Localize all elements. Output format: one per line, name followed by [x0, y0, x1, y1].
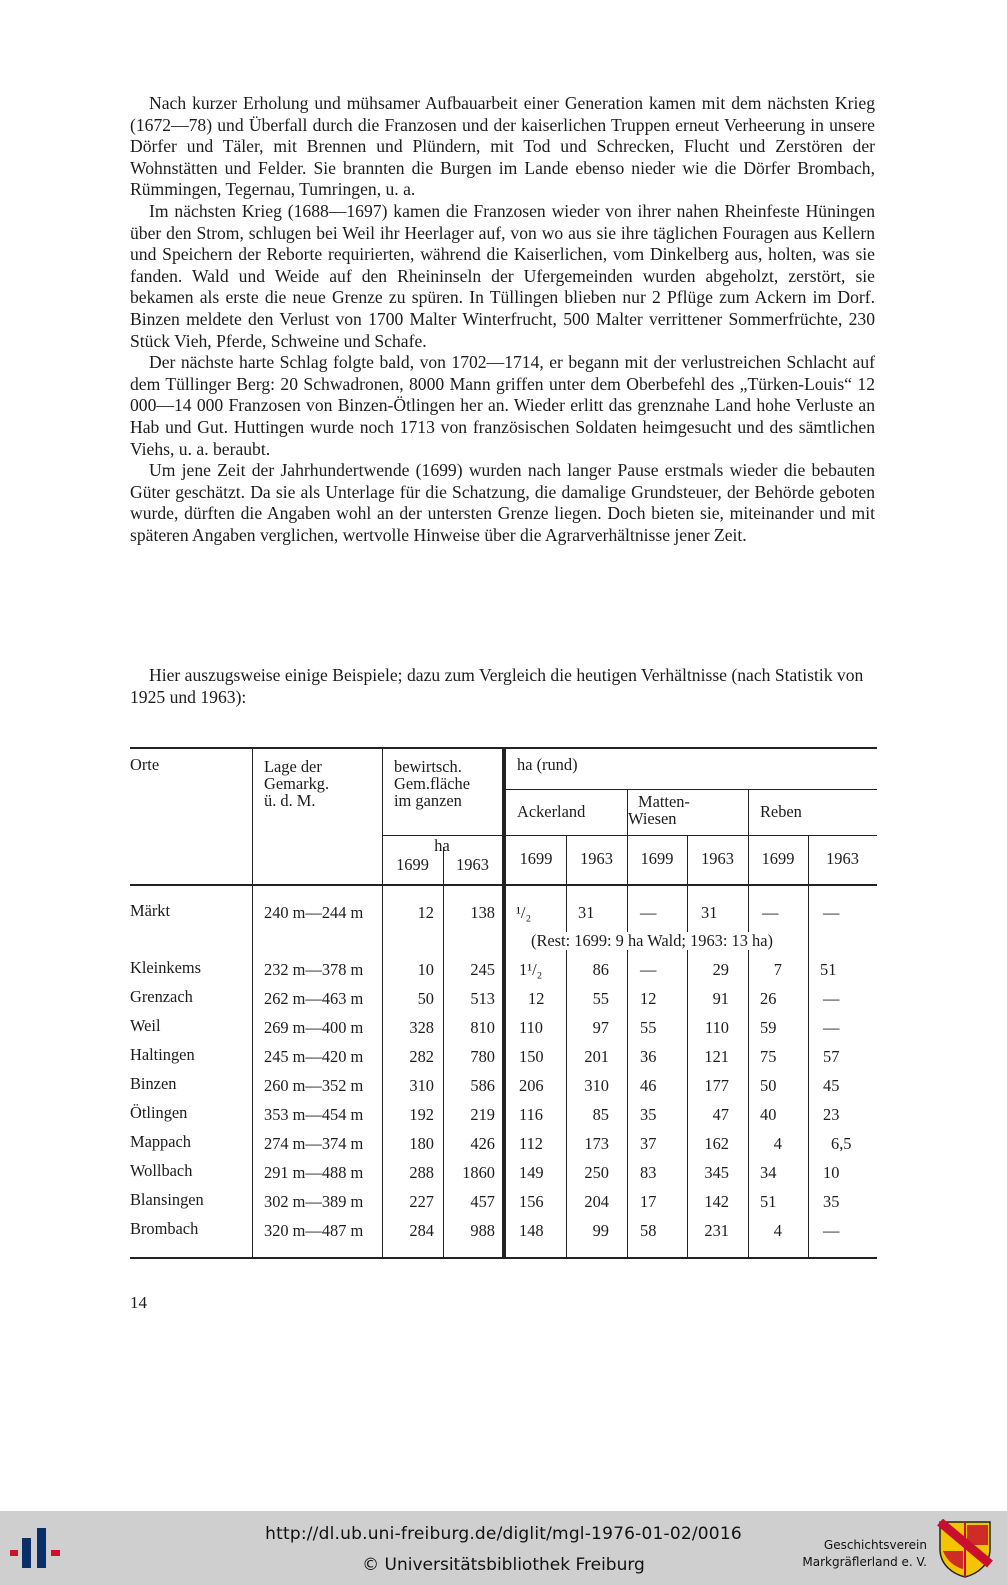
cell-flaeche-1699: 50	[417, 989, 434, 1008]
cell-flaeche-1699: 192	[409, 1105, 434, 1124]
cell-lage: 232 m—378 m	[264, 960, 364, 979]
header-matten-2: Wiesen	[628, 809, 677, 828]
paragraph-3: Der nächste harte Schlag folgte bald, von 1702—1714, er begann mit der verlustreichen Schlacht auf dem Tüllinger Berg: 20 Schwadronen, 8000 Mann griffen unter dem Oberbefehl des „Türken-Louis“ 12 000—14 000 Franzosen von Binzen-Ötlingen her an. Wieder erlitt das grenznahe Land hohe Verluste an Hab und Gut. Huttingen wurde noch 1713 von französischen Soldaten heimgesucht und des sämtlichen Viehs, u. a. beraubt.	[130, 352, 875, 459]
table-note: (Rest: 1699: 9 ha Wald; 1963: 13 ha)	[527, 932, 777, 950]
cell-flaeche-1699: 10	[417, 960, 434, 979]
coat-of-arms-icon	[937, 1519, 993, 1579]
cell-matten-1963: 31	[701, 903, 718, 922]
cell-flaeche-1963: 1860	[462, 1163, 495, 1182]
table-intro	[130, 665, 875, 708]
cell-matten-1963: 47	[712, 1105, 729, 1124]
cell-matten-1699: 58	[640, 1221, 657, 1240]
cell-matten-1963: 142	[704, 1192, 729, 1211]
header-ha-unit: ha	[434, 836, 450, 855]
cell-flaeche-1699: 310	[409, 1076, 434, 1095]
cell-flaeche-1699: 180	[409, 1134, 434, 1153]
cell-reben-1699: 4	[773, 1221, 782, 1240]
cell-reben-1963: 10	[823, 1163, 840, 1182]
cell-flaeche-1699: 227	[409, 1192, 434, 1211]
cell-reben-1699: 26	[760, 989, 777, 1008]
cell-matten-1963: 345	[704, 1163, 729, 1182]
cell-flaeche-1963: 513	[470, 989, 495, 1008]
cell-reben-1699: 7	[773, 960, 782, 979]
cell-ort: Märkt	[130, 901, 171, 920]
cell-ort: Haltingen	[130, 1045, 195, 1064]
cell-lage: 269 m—400 m	[264, 1018, 364, 1037]
rule-years	[382, 835, 877, 836]
cell-lage: 240 m—244 m	[264, 903, 364, 922]
cell-matten-1963: 231	[704, 1221, 729, 1240]
header-matten-1: Matten-	[638, 792, 690, 811]
cell-acker-1963: 99	[592, 1221, 609, 1240]
cell-matten-1699: 46	[640, 1076, 657, 1095]
cell-reben-1963: —	[823, 1018, 840, 1037]
cell-reben-1699: 75	[760, 1047, 777, 1066]
cell-lage: 353 m—454 m	[264, 1105, 364, 1124]
cell-ort: Binzen	[130, 1074, 177, 1093]
cell-reben-1963: 23	[823, 1105, 840, 1124]
cell-lage: 274 m—374 m	[264, 1134, 364, 1153]
cell-reben-1963: 57	[823, 1047, 840, 1066]
cell-matten-1699: —	[640, 960, 657, 979]
header-reben: Reben	[760, 802, 802, 821]
cell-flaeche-1963: 245	[470, 960, 495, 979]
cell-matten-1963: 91	[712, 989, 729, 1008]
cell-flaeche-1963: 988	[470, 1221, 495, 1240]
header-flaeche-1: bewirtsch.	[394, 757, 462, 776]
year-1963-acker: 1963	[580, 849, 613, 868]
cell-flaeche-1963: 810	[470, 1018, 495, 1037]
cell-lage: 262 m—463 m	[264, 989, 364, 1008]
cell-ort: Kleinkems	[130, 958, 202, 977]
cell-acker-1699: 149	[519, 1163, 544, 1182]
cell-reben-1699: 34	[760, 1163, 777, 1182]
cell-matten-1699: 36	[640, 1047, 657, 1066]
header-flaeche-2: Gem.fläche	[394, 774, 470, 793]
cell-matten-1699: 17	[640, 1192, 657, 1211]
cell-acker-1963: 97	[592, 1018, 609, 1037]
cell-acker-1699: 206	[519, 1076, 544, 1095]
cell-flaeche-1699: 12	[417, 903, 434, 922]
cell-reben-1699: 4	[773, 1134, 782, 1153]
year-1963-flaeche: 1963	[456, 855, 489, 874]
year-1699-acker: 1699	[519, 849, 553, 868]
cell-flaeche-1699: 282	[409, 1047, 434, 1066]
cell-reben-1963: 35	[823, 1192, 840, 1211]
cell-lage: 302 m—389 m	[264, 1192, 364, 1211]
cell-reben-1963: —	[823, 989, 840, 1008]
agrar-table	[130, 747, 877, 1270]
cell-acker-1699: 112	[519, 1134, 543, 1153]
paragraph-2: Im nächsten Krieg (1688—1697) kamen die Franzosen wieder von ihrer nahen Rheinfeste Hüningen über den Strom, schlugen bei Weil ihr Heerlager auf, von wo aus sie ihre täglichen Fouragen aus Kellern und Speichern der Reborte requirierten, während die Kaiserlichen, vom Dinkelberg aus, holten, was sie fanden. Wald und Weide auf den Rheininseln der Ufergemeinden wurden abgeholzt, zerstört, sie bekamen als erste die neue Grenze zu spüren. In Tüllingen blieben nur 2 Pflüge zum Ackern im Dorf. Binzen meldete den Verlust von 1700 Malter Winterfrucht, 500 Malter verrittener Sommerfrüchte, 230 Stück Vieh, Pferde, Schweine und Schafe.	[130, 200, 875, 351]
cell-matten-1699: —	[640, 903, 657, 922]
cell-flaeche-1963: 426	[470, 1134, 495, 1153]
cell-acker-1699: 1¹/₂	[519, 960, 543, 979]
cell-lage: 260 m—352 m	[264, 1076, 364, 1095]
cell-acker-1699: 110	[519, 1018, 543, 1037]
col-line-1	[252, 747, 253, 1257]
cell-acker-1963: 201	[584, 1047, 609, 1066]
cell-reben-1699: 59	[760, 1018, 777, 1037]
cell-flaeche-1963: 219	[470, 1105, 495, 1124]
cell-matten-1963: 162	[704, 1134, 729, 1153]
cell-matten-1699: 55	[640, 1018, 657, 1037]
society-name	[802, 1537, 927, 1571]
cell-matten-1699: 12	[640, 989, 657, 1008]
cell-ort: Wollbach	[130, 1161, 193, 1180]
header-ackerland: Ackerland	[517, 802, 586, 821]
header-lage-1: Lage der	[264, 757, 322, 776]
cell-acker-1963: 310	[584, 1076, 609, 1095]
year-1963-matten: 1963	[701, 849, 734, 868]
paragraph-1: Nach kurzer Erholung und mühsamer Aufbauarbeit einer Generation kamen mit dem nächsten Krieg (1672—78) und Überfall durch die Franzosen und der kaiserlichen Truppen erneut Verheerung in unsere Dörfer und Täler, mit Brennen und Plündern, mit Tod und Schrecken, Flucht und Zerstören der Wohnstätten und Felder. Sie brannten die Burgen im Lande ebenso nieder wie die Dörfer Brombach, Rümmingen, Tegernau, Tumringen, u. a.	[130, 93, 875, 200]
cell-acker-1699: 116	[519, 1105, 543, 1124]
cell-reben-1963: 51	[820, 960, 837, 979]
cell-flaeche-1963: 780	[470, 1047, 495, 1066]
cell-ort: Grenzach	[130, 987, 193, 1006]
cell-lage: 245 m—420 m	[264, 1047, 364, 1066]
table-bottom-rule	[130, 1257, 877, 1259]
cell-acker-1963: 173	[584, 1134, 609, 1153]
cell-lage: 320 m—487 m	[264, 1221, 364, 1240]
cell-acker-1963: 85	[592, 1105, 609, 1124]
cell-acker-1963: 86	[592, 960, 609, 979]
year-1963-reben: 1963	[826, 849, 859, 868]
cell-flaeche-1699: 284	[409, 1221, 434, 1240]
cell-flaeche-1699: 328	[409, 1018, 434, 1037]
cell-reben-1699: 51	[760, 1192, 777, 1211]
cell-matten-1963: 177	[704, 1076, 729, 1095]
cell-flaeche-1963: 457	[470, 1192, 495, 1211]
cell-acker-1963: 55	[592, 989, 609, 1008]
society-line-1: Geschichtsverein	[823, 1538, 927, 1552]
body-text	[130, 93, 875, 546]
cell-reben-1699: 50	[760, 1076, 777, 1095]
cell-reben-1699: —	[762, 903, 779, 922]
rule-ha-rund	[506, 789, 877, 790]
cell-ort: Ötlingen	[130, 1103, 188, 1122]
cell-matten-1963: 110	[705, 1018, 729, 1037]
header-ha-rund: ha (rund)	[517, 755, 578, 774]
cell-acker-1699: 150	[519, 1047, 544, 1066]
year-1699-matten: 1699	[640, 849, 674, 868]
page-number: 14	[130, 1293, 147, 1312]
cell-acker-1699: 12	[528, 989, 545, 1008]
cell-reben-1963: 45	[823, 1076, 840, 1095]
year-1699-flaeche: 1699	[396, 855, 429, 874]
cell-matten-1699: 83	[640, 1163, 657, 1182]
cell-reben-1963: —	[823, 1221, 840, 1240]
cell-ort: Blansingen	[130, 1190, 204, 1209]
cell-reben-1963: —	[823, 903, 840, 922]
cell-matten-1699: 37	[640, 1134, 657, 1153]
header-flaeche-3: im ganzen	[394, 791, 462, 810]
copyright-text: © Universitätsbibliothek Freiburg	[362, 1555, 645, 1575]
society-line-2: Markgräflerland e. V.	[802, 1555, 927, 1569]
cell-reben-1963: 6,5	[831, 1134, 852, 1153]
intro-text: Hier auszugsweise einige Beispiele; dazu zum Vergleich die heutigen Verhältnisse (nach Statistik von 1925 und 1963):	[130, 665, 864, 707]
cell-acker-1699: 156	[519, 1192, 544, 1211]
cell-acker-1963: 31	[578, 903, 595, 922]
col-line-9	[808, 835, 809, 1257]
viewer-footer	[0, 1511, 1007, 1585]
cell-flaeche-1699: 288	[409, 1163, 434, 1182]
header-lage-3: ü. d. M.	[264, 791, 316, 810]
cell-matten-1699: 35	[640, 1105, 657, 1124]
cell-lage: 291 m—488 m	[264, 1163, 364, 1182]
cell-acker-1963: 204	[584, 1192, 609, 1211]
header-lage-2: Gemarkg.	[264, 774, 330, 793]
cell-reben-1699: 40	[760, 1105, 777, 1124]
cell-matten-1963: 29	[712, 960, 729, 979]
source-url-link[interactable]: http://dl.ub.uni-freiburg.de/diglit/mgl-1976-01-02/0016	[265, 1524, 742, 1544]
cell-acker-1699: ¹/₂	[516, 903, 532, 922]
year-1699-reben: 1699	[761, 849, 795, 868]
cell-matten-1963: 121	[704, 1047, 729, 1066]
header-orte: Orte	[130, 755, 160, 774]
paragraph-4: Um jene Zeit der Jahrhundertwende (1699) wurden nach langer Pause erstmals wieder die bebauten Güter geschätzt. Da sie als Unterlage für die Schatzung, die damalige Grundsteuer, der Behörde geboten wurde, dürften die Angaben wohl an der untersten Grenze liegen. Doch bieten sie, miteinander und mit späteren Angaben verglichen, wertvolle Hinweise über die Agrarverhältnisse jener Zeit.	[130, 460, 875, 545]
col-line-thick	[502, 747, 506, 1257]
cell-ort: Mappach	[130, 1132, 191, 1151]
cell-flaeche-1963: 586	[470, 1076, 495, 1095]
cell-acker-1963: 250	[584, 1163, 609, 1182]
cell-ort: Brombach	[130, 1219, 199, 1238]
cell-acker-1699: 148	[519, 1221, 544, 1240]
cell-ort: Weil	[130, 1016, 161, 1035]
cell-flaeche-1963: 138	[470, 903, 495, 922]
